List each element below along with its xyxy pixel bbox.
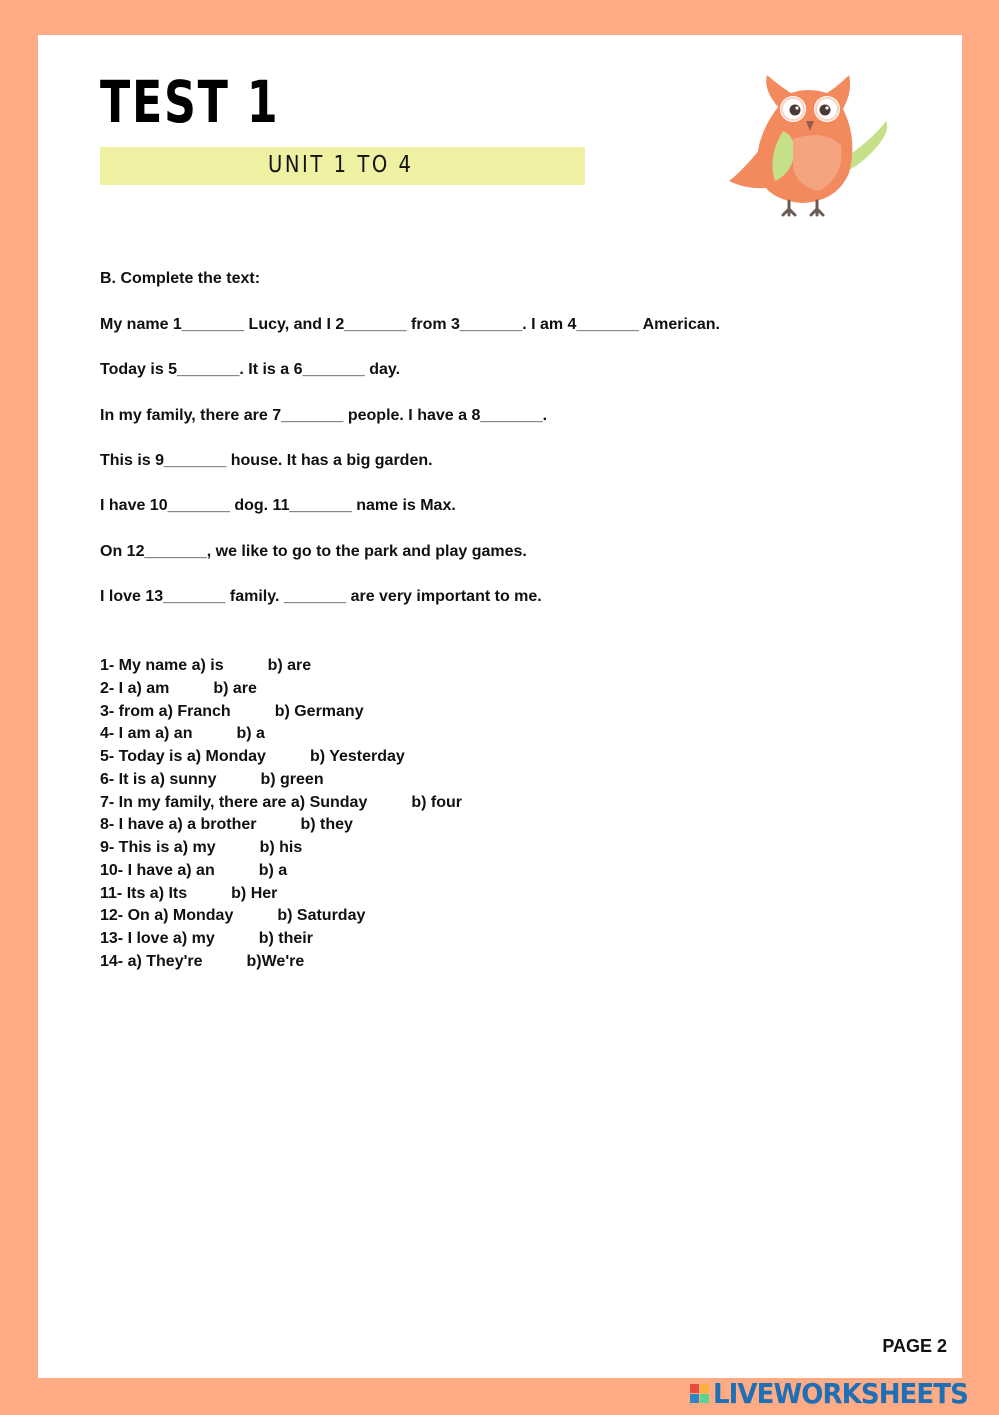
paragraph-line: Today is 5_______. It is a 6_______ day. <box>100 361 401 378</box>
option-b[interactable]: b) a <box>236 725 265 743</box>
option-a[interactable]: 1- My name a) is <box>100 657 224 674</box>
paragraph-line: On 12_______, we like to go to the park and play games. <box>100 543 527 560</box>
unit-subtitle: UNIT 1 TO 4 <box>268 152 414 178</box>
option-row <box>100 701 462 724</box>
option-a[interactable]: 3- from a) Franch <box>100 702 231 720</box>
option-b[interactable]: b) Yesterday <box>309 748 405 765</box>
option-a[interactable]: 7- In my family, there are a) Sunday <box>100 793 368 811</box>
option-b[interactable]: b) they <box>300 816 353 834</box>
option-b[interactable]: b)We're <box>246 952 305 970</box>
option-a[interactable]: 4- I am a) an <box>100 725 193 743</box>
option-a[interactable]: 2- I a) am <box>100 679 170 697</box>
option-row <box>100 837 462 860</box>
option-b[interactable]: b) their <box>258 930 313 947</box>
option-b[interactable]: b) Saturday <box>277 907 366 925</box>
test-title: TEST 1 <box>100 68 280 136</box>
option-row <box>100 678 462 701</box>
option-b[interactable]: b) green <box>260 770 324 788</box>
option-row <box>100 905 462 928</box>
worksheet-page <box>38 35 962 1378</box>
option-b[interactable]: b) Her <box>231 884 278 902</box>
option-row <box>100 814 462 837</box>
option-row <box>100 746 462 769</box>
option-a[interactable]: 8- I have a) a brother <box>100 816 257 834</box>
option-a[interactable]: 6- It is a) sunny <box>100 770 217 788</box>
subtitle-banner <box>100 147 585 185</box>
page-number: PAGE 2 <box>882 1336 947 1356</box>
option-a[interactable]: 12- On a) Monday <box>100 907 234 925</box>
option-b[interactable]: b) are <box>213 679 257 697</box>
option-a[interactable]: 10- I have a) an <box>100 861 215 879</box>
option-b[interactable]: b) four <box>411 793 463 811</box>
option-a[interactable]: 9- This is a) my <box>100 839 216 856</box>
logo-text: LIVEWORKSHEETS <box>713 1376 968 1410</box>
paragraph-line: This is 9_______ house. It has a big garden. <box>100 452 433 469</box>
option-a[interactable]: 14- a) They're <box>100 952 203 970</box>
option-row <box>100 792 462 815</box>
paragraph-line: I love 13_______ family. _______ are very important to me. <box>100 588 542 605</box>
option-row <box>100 769 462 792</box>
option-row <box>100 655 462 678</box>
paragraph-line: I have 10_______ dog. 11_______ name is Max. <box>100 497 456 514</box>
option-row <box>100 883 462 906</box>
owl-illustration-icon <box>723 69 893 219</box>
logo-squares-icon <box>690 1384 709 1403</box>
option-row <box>100 951 462 974</box>
paragraph-line: In my family, there are 7_______ people. I have a 8_______. <box>100 407 548 424</box>
instructions: B. Complete the text: <box>100 270 261 287</box>
option-b[interactable]: b) are <box>267 657 312 674</box>
option-a[interactable]: 5- Today is a) Monday <box>100 748 266 765</box>
option-row <box>100 723 462 746</box>
option-a[interactable]: 13- I love a) my <box>100 930 215 947</box>
option-b[interactable]: b) Germany <box>274 702 364 720</box>
option-b[interactable]: b) a <box>258 861 288 879</box>
option-row <box>100 928 462 951</box>
paragraph-line: My name 1_______ Lucy, and I 2_______ from 3_______. I am 4_______ American. <box>100 316 720 333</box>
liveworksheets-logo[interactable] <box>690 1378 987 1408</box>
answer-options-list <box>100 655 462 974</box>
option-a[interactable]: 11- Its a) Its <box>100 884 188 902</box>
option-row <box>100 860 462 883</box>
option-b[interactable]: b) his <box>259 839 303 856</box>
